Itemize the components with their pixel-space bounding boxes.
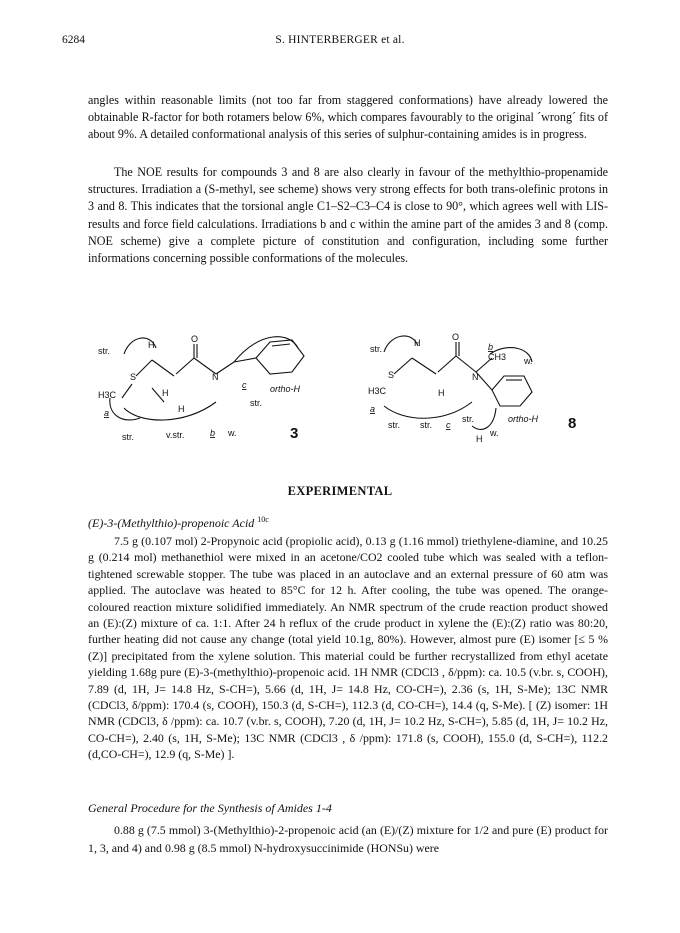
section-1-title: [88, 515, 269, 531]
running-head: S. HINTERBERGER et al.: [275, 34, 405, 46]
scheme-label: N: [212, 372, 219, 382]
scheme-label: str.: [388, 420, 401, 430]
scheme-label: c: [446, 420, 451, 430]
scheme-label: w.: [490, 428, 499, 438]
structure-compound-3: [110, 337, 304, 420]
compound-number-8: 8: [568, 415, 577, 432]
scheme-label: str.: [462, 414, 475, 424]
compound-number-3: 3: [290, 425, 299, 442]
noe-scheme: [84, 318, 604, 444]
compound-3-labels: [98, 334, 301, 442]
body-paragraph-1: angles within reasonable limits (not too far from staggered conformations) have already lowered the obtainable R-factor for both rotamers below 6%, which compares favourably to the original ´wrong´ fits of about 9%. A detailed conformational analysis of this series of sulphur-containing amides is in progress.: [88, 93, 608, 142]
scheme-label: S: [130, 372, 137, 382]
scheme-label: H: [178, 404, 185, 414]
section-1-title-text: (E)-3-(Methylthio)-propenoic Acid: [88, 516, 255, 530]
scheme-label: a: [370, 404, 376, 414]
section-2-text: 0.88 g (7.5 mmol) 3-(Methylthio)-2-propenoic acid (an (E)/(Z) mixture for 1/2 and pure (E) product for 1, 3, and 4) and 0.98 g (8.5 mmol) N-hydroxysuccinimide (HONSu) were: [88, 823, 608, 855]
scheme-label: O: [452, 332, 460, 342]
page-number: 6284: [62, 34, 85, 46]
scheme-label: str.: [98, 346, 111, 356]
page-header: [62, 34, 618, 50]
scheme-label: c: [242, 380, 247, 390]
scheme-label: H: [438, 388, 445, 398]
scheme-label: str.: [122, 432, 135, 442]
scheme-label: w.: [524, 356, 533, 366]
scheme-label: H3C: [98, 390, 117, 400]
scheme-label: b: [210, 428, 216, 438]
scheme-label: w.: [228, 428, 237, 438]
scheme-label: v.str.: [166, 430, 185, 440]
body-paragraph-2: The NOE results for compounds 3 and 8 are also clearly in favour of the methylthio-propenamide structures. Irradiation a (S-methyl, see scheme) shows very strong effects for both trans-olefinic protons in 3 and 8. This indicates that the torsional angle C1–S2–C3–C4 is close to 90°, which agrees well with LIS-results and force field calculations. Irradiations b and c within the amine part of the amides 3 and 8 (comp. NOE scheme) give a complete picture of constitution and configuration, including some further informations concerning possible conformations of the molecules.: [88, 165, 608, 266]
section-1-text: 7.5 g (0.107 mol) 2-Propynoic acid (propiolic acid), 0.13 g (1.16 mmol) triethylene-diamine, and 10.25 g (0.214 mol) methanethiol were mixed in an acetone/CO2 cooled tube which was sealed with a teflon-tightened screwable stopper. The tube was placed in an autoclave and an external pressure of 60 atm was applied. The autoclave was heated to 85°C for 12 h. After cooling, the tube was opened. The orange-coloured reaction mixture solidified immediately. An NMR spectrum of the crude reaction product showed an (E):(Z) mixture of ca. 1:1. After 24 h reflux of the crude product in xylene the (E):(Z) ratio was 80:20, further heating did not cause any change (total yield 10.1g, 80%). However, almost pure (E) isomer [≤ 5 % (Z)] precipitated from the xylene solution. This material could be further recrystallized from ethyl acetate yielding 1.68g pure (E)-3-(methylthio)-propenoic acid. 1H NMR (CDCl3 , δ/ppm): ca. 10.5 (v.br. s, COOH), 7.89 (d, 1H, J= 14.8 Hz, S-CH=), 5.66 (d, 1H, J= 14.8 Hz, CO-CH=), 2.36 (s, 1H, S-Me); 13C NMR (CDCl3, δ/ppm): 170.4 (s, COOH), 150.3 (d, S-CH=), 112.3 (d, CO-CH=), 14.4 (q, S-Me). [ (Z) isomer: 1H NMR (CDCl3, δ /ppm): ca. 10.7 (v.br. s, COOH), 7.20 (d, 1H, J= 10.2 Hz, S-CH=), 5.85 (d, 1H, J= 10.2 Hz, CO-CH=), 2.40 (s, 1H, S-Me); 13C NMR (CDCl3 , δ /ppm): 171.8 (s, COOH), 155.0 (d, S-CH=), 112.2 (d,CO-CH=), 12.9 (q, S-Me) ].: [88, 534, 608, 762]
scheme-label: O: [191, 334, 199, 344]
scheme-label: H: [476, 434, 483, 444]
scheme-label: S: [388, 370, 395, 380]
scheme-label: str.: [420, 420, 433, 430]
compound-8-labels: [368, 332, 576, 444]
scheme-label: a: [104, 408, 110, 418]
scheme-label: CH3: [488, 352, 507, 362]
scheme-label: ortho-H: [270, 384, 301, 394]
scheme-label: H: [414, 338, 421, 348]
scheme-label: b: [488, 342, 494, 352]
scheme-label: H: [148, 340, 155, 350]
experimental-heading: EXPERIMENTAL: [287, 484, 393, 498]
scheme-label: H: [162, 388, 169, 398]
section-1-reference: 10c: [257, 515, 269, 524]
scheme-label: N: [472, 372, 479, 382]
scheme-label: str.: [250, 398, 263, 408]
scheme-label: str.: [370, 344, 383, 354]
scheme-label: ortho-H: [508, 414, 539, 424]
section-2-title: General Procedure for the Synthesis of Amides 1-4: [88, 801, 332, 815]
scheme-label: H3C: [368, 386, 387, 396]
